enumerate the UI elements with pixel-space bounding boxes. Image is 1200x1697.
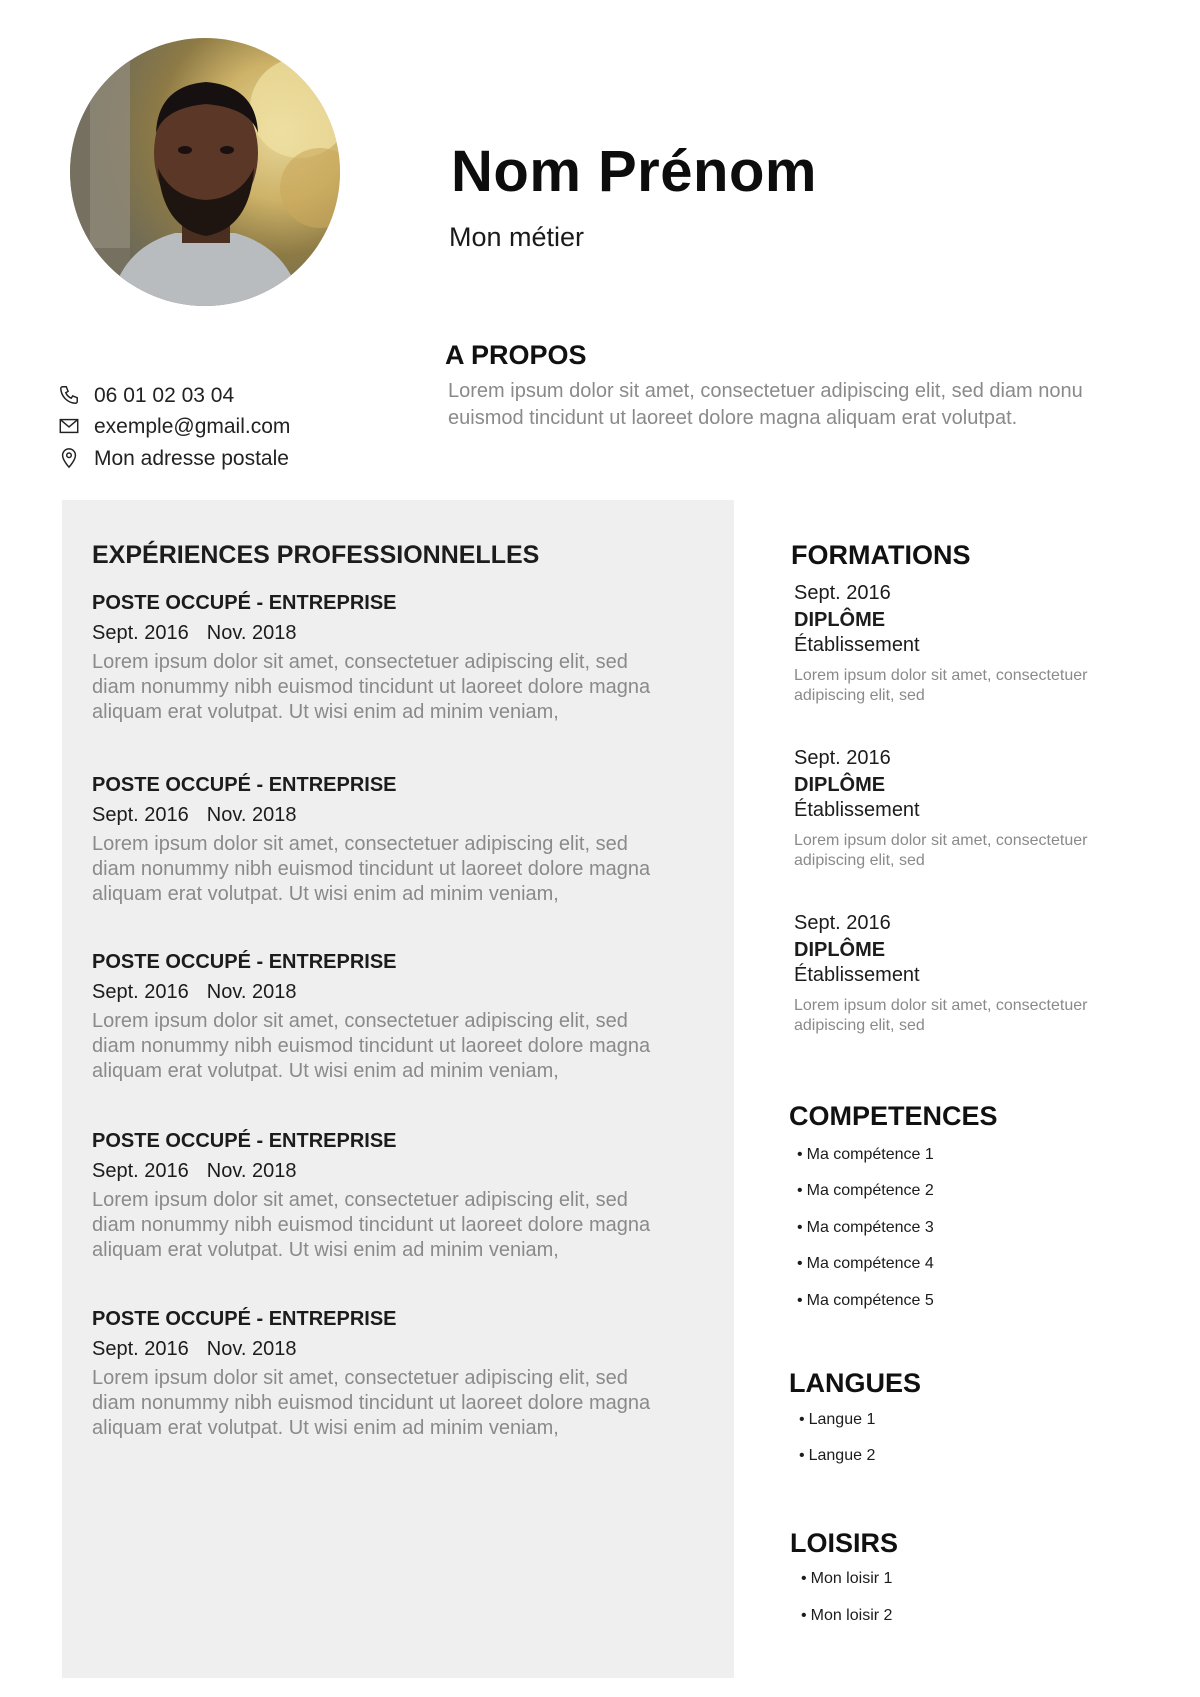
formation-school: Établissement: [794, 964, 920, 986]
experience-end: Nov. 2018: [206, 804, 297, 826]
experience-role: POSTE OCCUPÉ - ENTREPRISE: [92, 951, 397, 973]
formation-item: [794, 747, 1134, 871]
skill-item: • Ma compétence 3: [797, 1219, 934, 1237]
experience-start: Sept. 2016: [92, 981, 189, 1003]
formation-description: Lorem ipsum dolor sit amet, consectetuer adipiscing elit, sed: [794, 997, 1088, 1034]
formation-item: [794, 912, 1134, 1036]
experience-description: Lorem ipsum dolor sit amet, consectetuer adipiscing elit, sed diam nonummy nibh euismod tincidunt ut laoreet dolore magna aliquam erat volutpat. Ut wisi enim ad minim veniam,: [92, 1367, 651, 1439]
experience-description: Lorem ipsum dolor sit amet, consectetuer adipiscing elit, sed diam nonummy nibh euismod tincidunt ut laoreet dolore magna aliquam erat volutpat. Ut wisi enim ad minim veniam,: [92, 1010, 651, 1082]
address-text: Mon adresse postale: [94, 447, 289, 470]
experience-end: Nov. 2018: [206, 1160, 297, 1182]
hobbies-heading: LOISIRS: [790, 1528, 899, 1558]
skill-item: • Ma compétence 5: [797, 1292, 934, 1310]
experience-role: POSTE OCCUPÉ - ENTREPRISE: [92, 1130, 397, 1152]
languages-heading: LANGUES: [789, 1368, 922, 1398]
experience-start: Sept. 2016: [92, 1338, 189, 1360]
experience-end: Nov. 2018: [206, 622, 297, 644]
experience-end: Nov. 2018: [206, 1338, 297, 1360]
hobby-item: • Mon loisir 1: [801, 1570, 892, 1588]
full-name: Nom Prénom: [451, 139, 817, 204]
formation-diploma: DIPLÔME: [794, 774, 886, 796]
contact-phone[interactable]: [58, 384, 234, 408]
formation-date: Sept. 2016: [794, 747, 891, 769]
skill-item: • Ma compétence 4: [797, 1255, 934, 1273]
about-heading: A PROPOS: [445, 340, 587, 370]
skill-item: • Ma compétence 1: [797, 1146, 934, 1164]
formation-school: Établissement: [794, 799, 920, 821]
mail-icon: [58, 415, 82, 439]
experience-role: POSTE OCCUPÉ - ENTREPRISE: [92, 774, 397, 796]
experience-dates: [92, 981, 692, 1004]
skills-heading: COMPETENCES: [789, 1101, 998, 1131]
experience-item: [92, 774, 692, 907]
experience-role: POSTE OCCUPÉ - ENTREPRISE: [92, 592, 397, 614]
formation-description: Lorem ipsum dolor sit amet, consectetuer adipiscing elit, sed: [794, 832, 1088, 869]
experience-dates: [92, 804, 692, 827]
phone-text: 06 01 02 03 04: [94, 384, 235, 407]
skill-item: • Ma compétence 2: [797, 1182, 934, 1200]
experience-item: [92, 951, 692, 1084]
phone-icon: [58, 384, 82, 408]
formation-date: Sept. 2016: [794, 912, 891, 934]
hobby-item: • Mon loisir 2: [801, 1607, 892, 1625]
language-item: • Langue 1: [799, 1411, 875, 1429]
person-portrait-icon: [70, 38, 340, 306]
experience-start: Sept. 2016: [92, 804, 189, 826]
experience-item: [92, 1308, 692, 1441]
experience-dates: [92, 1338, 692, 1361]
experience-item: [92, 1130, 692, 1263]
experience-description: Lorem ipsum dolor sit amet, consectetuer adipiscing elit, sed diam nonummy nibh euismod tincidunt ut laoreet dolore magna aliquam erat volutpat. Ut wisi enim ad minim veniam,: [92, 1189, 651, 1261]
location-pin-icon: [58, 447, 82, 471]
job-title: Mon métier: [449, 222, 585, 252]
experience-item: [92, 592, 692, 725]
experience-heading: EXPÉRIENCES PROFESSIONNELLES: [92, 541, 540, 569]
experience-dates: [92, 622, 692, 645]
experience-dates: [92, 1160, 692, 1183]
contact-email[interactable]: [58, 415, 290, 439]
formation-item: [794, 582, 1134, 706]
formation-description: Lorem ipsum dolor sit amet, consectetuer adipiscing elit, sed: [794, 667, 1088, 704]
experience-description: Lorem ipsum dolor sit amet, consectetuer adipiscing elit, sed diam nonummy nibh euismod tincidunt ut laoreet dolore magna aliquam erat volutpat. Ut wisi enim ad minim veniam,: [92, 833, 651, 905]
email-text: exemple@gmail.com: [94, 415, 291, 438]
formation-diploma: DIPLÔME: [794, 609, 886, 631]
about-text: Lorem ipsum dolor sit amet, consectetuer adipiscing elit, sed diam nonu euismod tincidunt ut laoreet dolore magna aliquam erat volutpat.: [448, 380, 1083, 429]
formation-school: Établissement: [794, 634, 920, 656]
experience-start: Sept. 2016: [92, 622, 189, 644]
formation-diploma: DIPLÔME: [794, 939, 886, 961]
experience-start: Sept. 2016: [92, 1160, 189, 1182]
formation-date: Sept. 2016: [794, 582, 891, 604]
language-item: • Langue 2: [799, 1447, 875, 1465]
experience-role: POSTE OCCUPÉ - ENTREPRISE: [92, 1308, 397, 1330]
contact-address: [58, 447, 289, 471]
experience-description: Lorem ipsum dolor sit amet, consectetuer adipiscing elit, sed diam nonummy nibh euismod tincidunt ut laoreet dolore magna aliquam erat volutpat. Ut wisi enim ad minim veniam,: [92, 651, 651, 723]
formations-heading: FORMATIONS: [791, 540, 971, 570]
experience-end: Nov. 2018: [206, 981, 297, 1003]
profile-photo: [70, 38, 340, 306]
